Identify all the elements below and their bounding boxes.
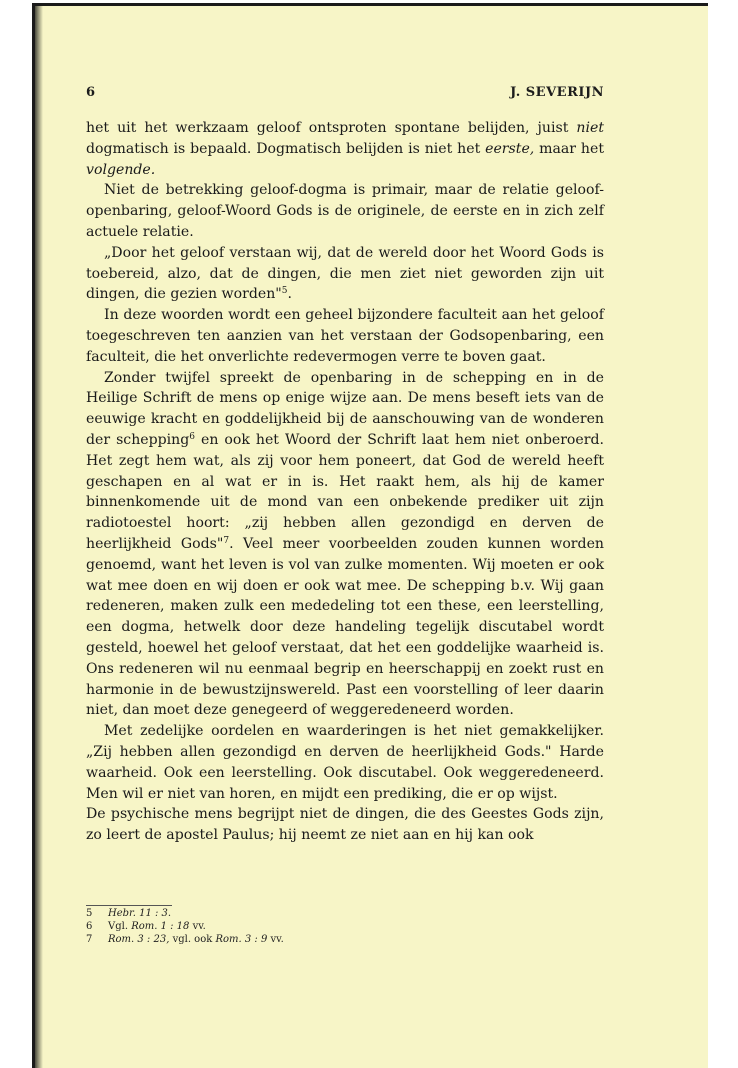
p5-text-b: en ook het Woord der Schrift laat hem niet onberoerd. Het zegt hem wat, als zij voor hem poneert, dat God de wereld heeft geschapen en al wat er in is. Het raakt hem, als hij de kamer binnenkomende uit de mond van een onbekende prediker uit zijn radiotoestel hoort: „zij hebben allen gezondigd en derven de heerlijkheid Gods" (86, 431, 604, 552)
footnote-suffix: vv. (189, 921, 206, 932)
paragraph-2: Niet de betrekking geloof-dogma is primair, maar de relatie geloof-openbaring, geloof-Woord Gods is de originele, de eerste en in zich zelf actuele relatie. (86, 182, 604, 240)
footnote-number: 7 (86, 934, 93, 945)
paragraph-7: De psychische mens begrijpt niet de dingen, die des Geestes Gods zijn, zo leert de apostel Paulus; hij neemt ze niet aan en hij kan ook (86, 806, 604, 844)
scan-shadow-edge (35, 6, 43, 1068)
footnote-number: 6 (86, 921, 93, 932)
footnotes (86, 907, 284, 946)
paragraph-4: In deze woorden wordt een geheel bijzondere faculteit aan het geloof toegeschreven ten aanzien van het verstaan der Godsopenbaring, een faculteit, die het onverlichte redevermogen verre te boven gaat. (86, 307, 604, 365)
footnote-number: 5 (86, 908, 93, 919)
paragraph-5 (86, 368, 604, 722)
p1-text-a: het uit het werkzaam geloof ontsproten spontane belijden, juist (86, 120, 577, 136)
footnote-reference-2: Rom. 3 : 9 (215, 934, 268, 945)
p3-tail: . (287, 286, 292, 303)
footnote-6 (86, 920, 284, 933)
paragraph-1 (86, 118, 604, 180)
paragraph-6: Met zedelijke oordelen en waarderingen is het niet gemakkelijker. „Zij hebben allen gezondigd en derven de heerlijkheid Gods." Harde waarheid. Ook een leerstelling. Ook discutabel. Ook weggeredeneerd. Men wil er niet van horen, en mijdt een prediking, die er op wijst. (86, 723, 604, 802)
p1-emphasis-volgende: volgende. (86, 161, 156, 178)
footnote-ref-5: 5 (281, 286, 288, 297)
p1-text-c: dogmatisch is bepaald. Dogmatisch belijden is niet het (86, 140, 486, 157)
p1-emphasis-niet: niet (576, 120, 604, 136)
footnote-ref-6: 6 (189, 431, 196, 442)
footnote-rule (86, 905, 172, 906)
p5-text-a: Zonder twijfel spreekt de openbaring in de schepping en in de Heilige Schrift de mens op enige wijze aan. De mens beseft iets van de eeuwige kracht en goddelijkheid bij de aanschouwing van de wonderen der schepping (86, 369, 604, 448)
page-number: 6 (86, 85, 96, 100)
p3-quote: „Door het geloof verstaan wij, dat de wereld door het Woord Gods is toebereid, alzo, dat de dingen, die men ziet niet geworden zijn uit dingen, die gezien worden" (86, 244, 604, 303)
body-text (86, 118, 604, 846)
footnote-ref-7: 7 (223, 535, 230, 546)
footnote-suffix: vv. (267, 934, 284, 945)
footnote-5 (86, 907, 284, 920)
p1-emphasis-eerste: eerste, (485, 140, 535, 157)
running-head: J. SEVERIJN (510, 85, 604, 100)
footnote-prefix: Vgl. (108, 921, 132, 932)
footnote-7 (86, 933, 284, 946)
p1-text-e: maar het (534, 140, 604, 157)
footnote-reference: Hebr. 11 : 3. (108, 908, 172, 919)
p5-text-c: . Veel meer voorbeelden zouden kunnen worden genoemd, want het leven is vol van zulke momenten. Wij moeten er ook wat mee doen en wij doen er ook wat mee. De schepping b.v. Wij gaan redeneren, maken zulk een mededeling tot een these, een leerstelling, een dogma, hetwelk door deze handeling tegelijk discutabel wordt gesteld, hoewel het geloof verstaat, dat het een goddelijke waarheid is. Ons redeneren wil nu eenmaal begrip en heerschappij en zoekt rust en harmonie in de bewustzijnswereld. Past een voorstelling of leer daarin niet, dan moet deze genegeerd of weggeredeneerd worden. (86, 535, 604, 719)
footnote-middle: vgl. ook (169, 934, 216, 945)
paragraph-3 (86, 243, 604, 305)
footnote-reference: Rom. 1 : 18 (131, 921, 190, 932)
page-header (86, 85, 604, 105)
footnote-reference: Rom. 3 : 23, (108, 934, 170, 945)
